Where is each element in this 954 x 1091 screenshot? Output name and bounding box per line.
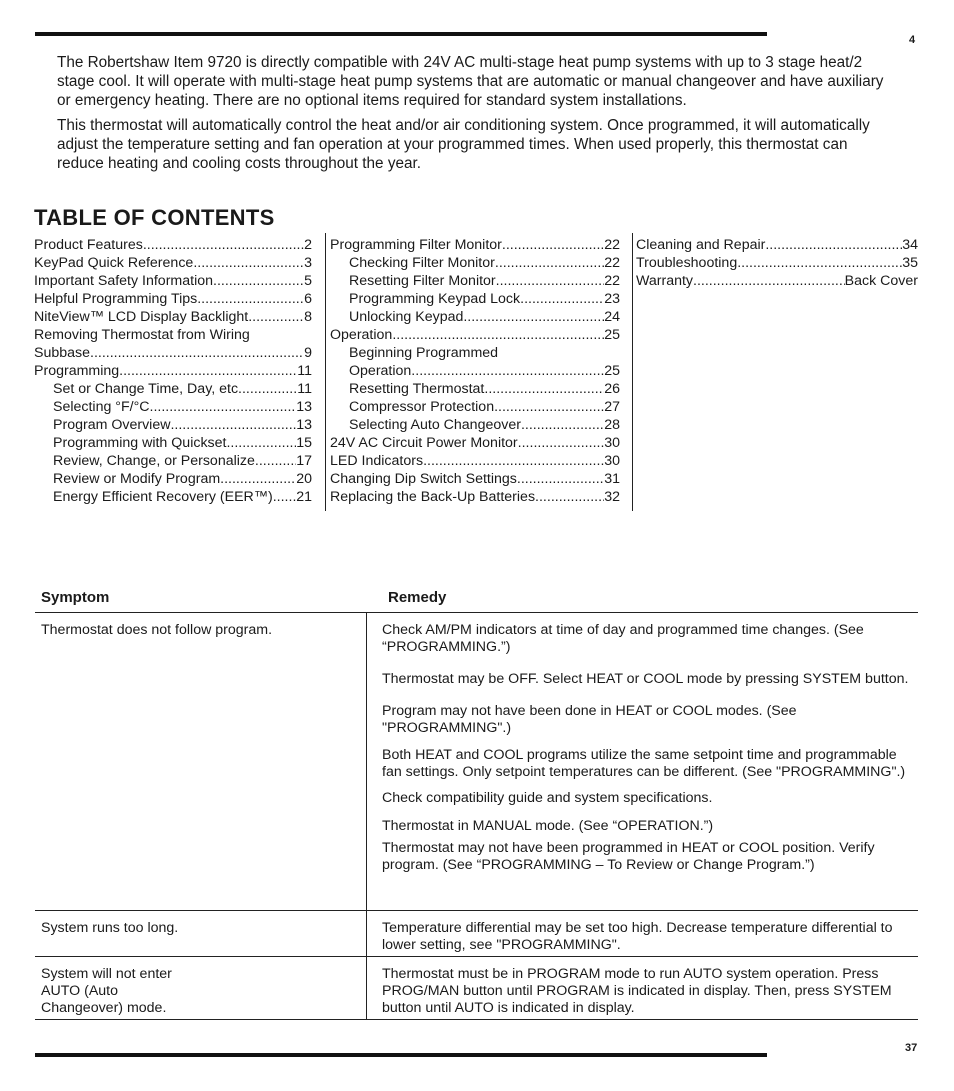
- toc-entry[interactable]: Replacing the Back-Up Batteries ..... 32: [330, 488, 620, 506]
- table-row: [35, 957, 918, 1020]
- toc-subentry[interactable]: Selecting °F/°C ..... 13: [34, 398, 312, 416]
- toc-subentry[interactable]: Compressor Protection ..... 27: [330, 398, 620, 416]
- toc-entry[interactable]: Removing Thermostat from Wiring: [34, 327, 250, 343]
- troubleshooting-table: [35, 585, 918, 1020]
- toc-entry[interactable]: Warranty ..... Back Cover: [636, 272, 918, 290]
- remedy-cell: [367, 911, 912, 956]
- table-row: [35, 613, 918, 911]
- toc-entry[interactable]: Operation ..... 25: [330, 326, 620, 344]
- page-number-top: 4: [909, 34, 916, 46]
- remedy-text: Both HEAT and COOL programs utilize the same setpoint time and programmable fan settings. Only setpoint temperatures can be different. (See "PROGRAMMING".): [382, 747, 906, 780]
- toc-entry[interactable]: Product Features ..... 2: [34, 236, 312, 254]
- page-number-bottom: 37: [905, 1042, 918, 1054]
- symptom-cell: Thermostat does not follow program.: [35, 613, 367, 910]
- remedy-text: Thermostat in MANUAL mode. (See “OPERATION.”): [382, 818, 714, 834]
- toc-divider: [632, 233, 633, 511]
- toc-subentry[interactable]: Review or Modify Program ..... 20: [34, 470, 312, 488]
- remedy-text: Temperature differential may be set too high. Decrease temperature differential to lower setting, see "PROGRAMMING".: [382, 920, 893, 953]
- toc-subentry[interactable]: Checking Filter Monitor ..... 22: [330, 254, 620, 272]
- remedy-text: Check compatibility guide and system specifications.: [382, 790, 713, 806]
- toc-entry[interactable]: 24V AC Circuit Power Monitor ..... 30: [330, 434, 620, 452]
- toc-entry[interactable]: KeyPad Quick Reference ..... 3: [34, 254, 312, 272]
- toc-entry[interactable]: Troubleshooting ..... 35: [636, 254, 918, 272]
- toc-entry[interactable]: Programming ..... 11: [34, 362, 312, 380]
- intro-paragraph-1: The Robertshaw Item 9720 is directly compatible with 24V AC multi-stage heat pump systems with up to 3 stage heat/2 stage cool. It will operate with multi-stage heat pump systems that are automatic or manual changeover and have auxiliary or emergency heating. There are no optional items required for standard system installations.: [57, 54, 884, 109]
- remedy-text: Program may not have been done in HEAT or COOL modes. (See "PROGRAMMING".): [382, 703, 797, 736]
- toc-subentry[interactable]: Program Overview ..... 13: [34, 416, 312, 434]
- toc-subentry[interactable]: Programming with Quickset ..... 15: [34, 434, 312, 452]
- toc-entry[interactable]: Programming Filter Monitor ..... 22: [330, 236, 620, 254]
- remedy-text: Thermostat must be in PROGRAM mode to run AUTO system operation. Press PROG/MAN button until PROGRAM is indicated in display. Then, press SYSTEM button until AUTO is indicated in display.: [382, 966, 892, 1016]
- toc-entry[interactable]: LED Indicators ..... 30: [330, 452, 620, 470]
- symptom-header: Symptom: [41, 589, 110, 606]
- toc-divider: [325, 233, 326, 511]
- toc-subentry[interactable]: Beginning Programmed: [349, 345, 499, 361]
- toc-subentry[interactable]: Operation. ..... 25: [330, 362, 620, 380]
- remedy-text: Thermostat may not have been programmed in HEAT or COOL position. Verify program. (See “PROGRAMMING – To Review or Change Program.”): [382, 840, 875, 873]
- symptom-cell: System runs too long.: [35, 911, 367, 956]
- toc-subentry[interactable]: Resetting Filter Monitor ..... 22: [330, 272, 620, 290]
- toc-subentry[interactable]: Set or Change Time, Day, etc ..... 11: [34, 380, 312, 398]
- bottom-rule: [35, 1053, 767, 1057]
- toc-entry[interactable]: Cleaning and Repair ..... 34: [636, 236, 918, 254]
- toc-column-3: [636, 236, 918, 290]
- remedy-text: Check AM/PM indicators at time of day and programmed time changes. (See “PROGRAMMING.”): [382, 622, 864, 655]
- toc-subentry[interactable]: Selecting Auto Changeover ..... 28: [330, 416, 620, 434]
- table-row: [35, 911, 918, 957]
- toc-title: TABLE OF CONTENTS: [34, 205, 275, 230]
- toc-subentry[interactable]: Energy Efficient Recovery (EER™) ..... 21: [34, 488, 312, 506]
- toc-subentry[interactable]: Programming Keypad Lock ..... 23: [330, 290, 620, 308]
- toc-subentry[interactable]: Resetting Thermostat ..... 26: [330, 380, 620, 398]
- intro-text: [57, 53, 897, 179]
- toc-entry[interactable]: Changing Dip Switch Settings ..... 31: [330, 470, 620, 488]
- intro-paragraph-2: This thermostat will automatically control the heat and/or air conditioning system. Once programmed, it will automatically adjust the temperature setting and fan operation at your programmed times. When used properly, this thermostat can reduce heating and cooling costs throughout the year.: [57, 117, 870, 172]
- toc-entry[interactable]: NiteView™ LCD Display Backlight ..... 8: [34, 308, 312, 326]
- symptom-cell: System will not enter AUTO (Auto Changeover) mode.: [35, 957, 367, 1019]
- toc-entry[interactable]: Important Safety Information ..... 5: [34, 272, 312, 290]
- top-rule: [35, 32, 767, 36]
- remedy-text: Thermostat may be OFF. Select HEAT or COOL mode by pressing SYSTEM button.: [382, 671, 909, 687]
- toc-subentry[interactable]: Review, Change, or Personalize ..... 17: [34, 452, 312, 470]
- toc-column-1: [34, 236, 312, 506]
- remedy-cell: [367, 957, 912, 1019]
- toc-column-2: [330, 236, 620, 506]
- remedy-cell: [367, 613, 912, 910]
- toc-entry[interactable]: Subbase ..... 9: [34, 344, 312, 362]
- remedy-header: Remedy: [388, 589, 447, 606]
- toc-entry[interactable]: Helpful Programming Tips ..... 6: [34, 290, 312, 308]
- table-header: [35, 585, 918, 613]
- toc-subentry[interactable]: Unlocking Keypad ..... 24: [330, 308, 620, 326]
